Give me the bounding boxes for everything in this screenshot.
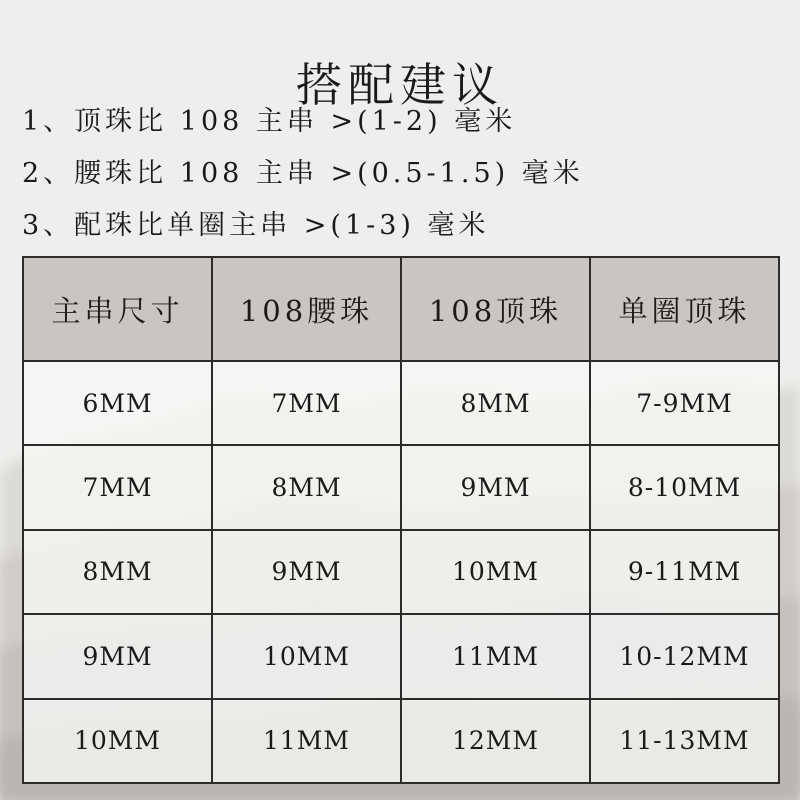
table-cell: 8MM bbox=[401, 361, 590, 445]
table-cell: 7-9MM bbox=[590, 361, 779, 445]
table-cell: 10MM bbox=[23, 699, 212, 783]
table-cell: 7MM bbox=[23, 445, 212, 529]
table-row bbox=[23, 614, 779, 698]
table-cell: 9MM bbox=[401, 445, 590, 529]
table-cell: 12MM bbox=[401, 699, 590, 783]
header-single-loop-top-bead: 单圈顶珠 bbox=[590, 257, 779, 361]
table-cell: 10-12MM bbox=[590, 614, 779, 698]
table-row bbox=[23, 361, 779, 445]
header-108-top-bead: 108顶珠 bbox=[401, 257, 590, 361]
table-cell: 6MM bbox=[23, 361, 212, 445]
table-cell: 11MM bbox=[212, 699, 401, 783]
note-item-2: 2、腰珠比 108 主串 >(0.5-1.5) 毫米 bbox=[22, 158, 584, 189]
table-cell: 8-10MM bbox=[590, 445, 779, 529]
note-item-3: 3、配珠比单圈主串 >(1-3) 毫米 bbox=[22, 210, 490, 241]
table-row bbox=[23, 699, 779, 783]
table-cell: 9MM bbox=[23, 614, 212, 698]
table-header-row bbox=[23, 257, 779, 361]
table-row bbox=[23, 530, 779, 614]
table-cell: 11-13MM bbox=[590, 699, 779, 783]
table-cell: 7MM bbox=[212, 361, 401, 445]
note-item-1: 1、顶珠比 108 主串 >(1-2) 毫米 bbox=[22, 106, 517, 137]
page-title: 搭配建议 bbox=[296, 57, 504, 112]
table-cell: 9MM bbox=[212, 530, 401, 614]
table-cell: 8MM bbox=[23, 530, 212, 614]
table-cell: 8MM bbox=[212, 445, 401, 529]
table-cell: 11MM bbox=[401, 614, 590, 698]
recommendation-notes bbox=[22, 96, 584, 252]
header-main-strand-size: 主串尺寸 bbox=[23, 257, 212, 361]
size-matching-table bbox=[22, 256, 780, 784]
table-cell: 10MM bbox=[212, 614, 401, 698]
header-108-waist-bead: 108腰珠 bbox=[212, 257, 401, 361]
table-cell: 10MM bbox=[401, 530, 590, 614]
table-cell: 9-11MM bbox=[590, 530, 779, 614]
table-row bbox=[23, 445, 779, 529]
